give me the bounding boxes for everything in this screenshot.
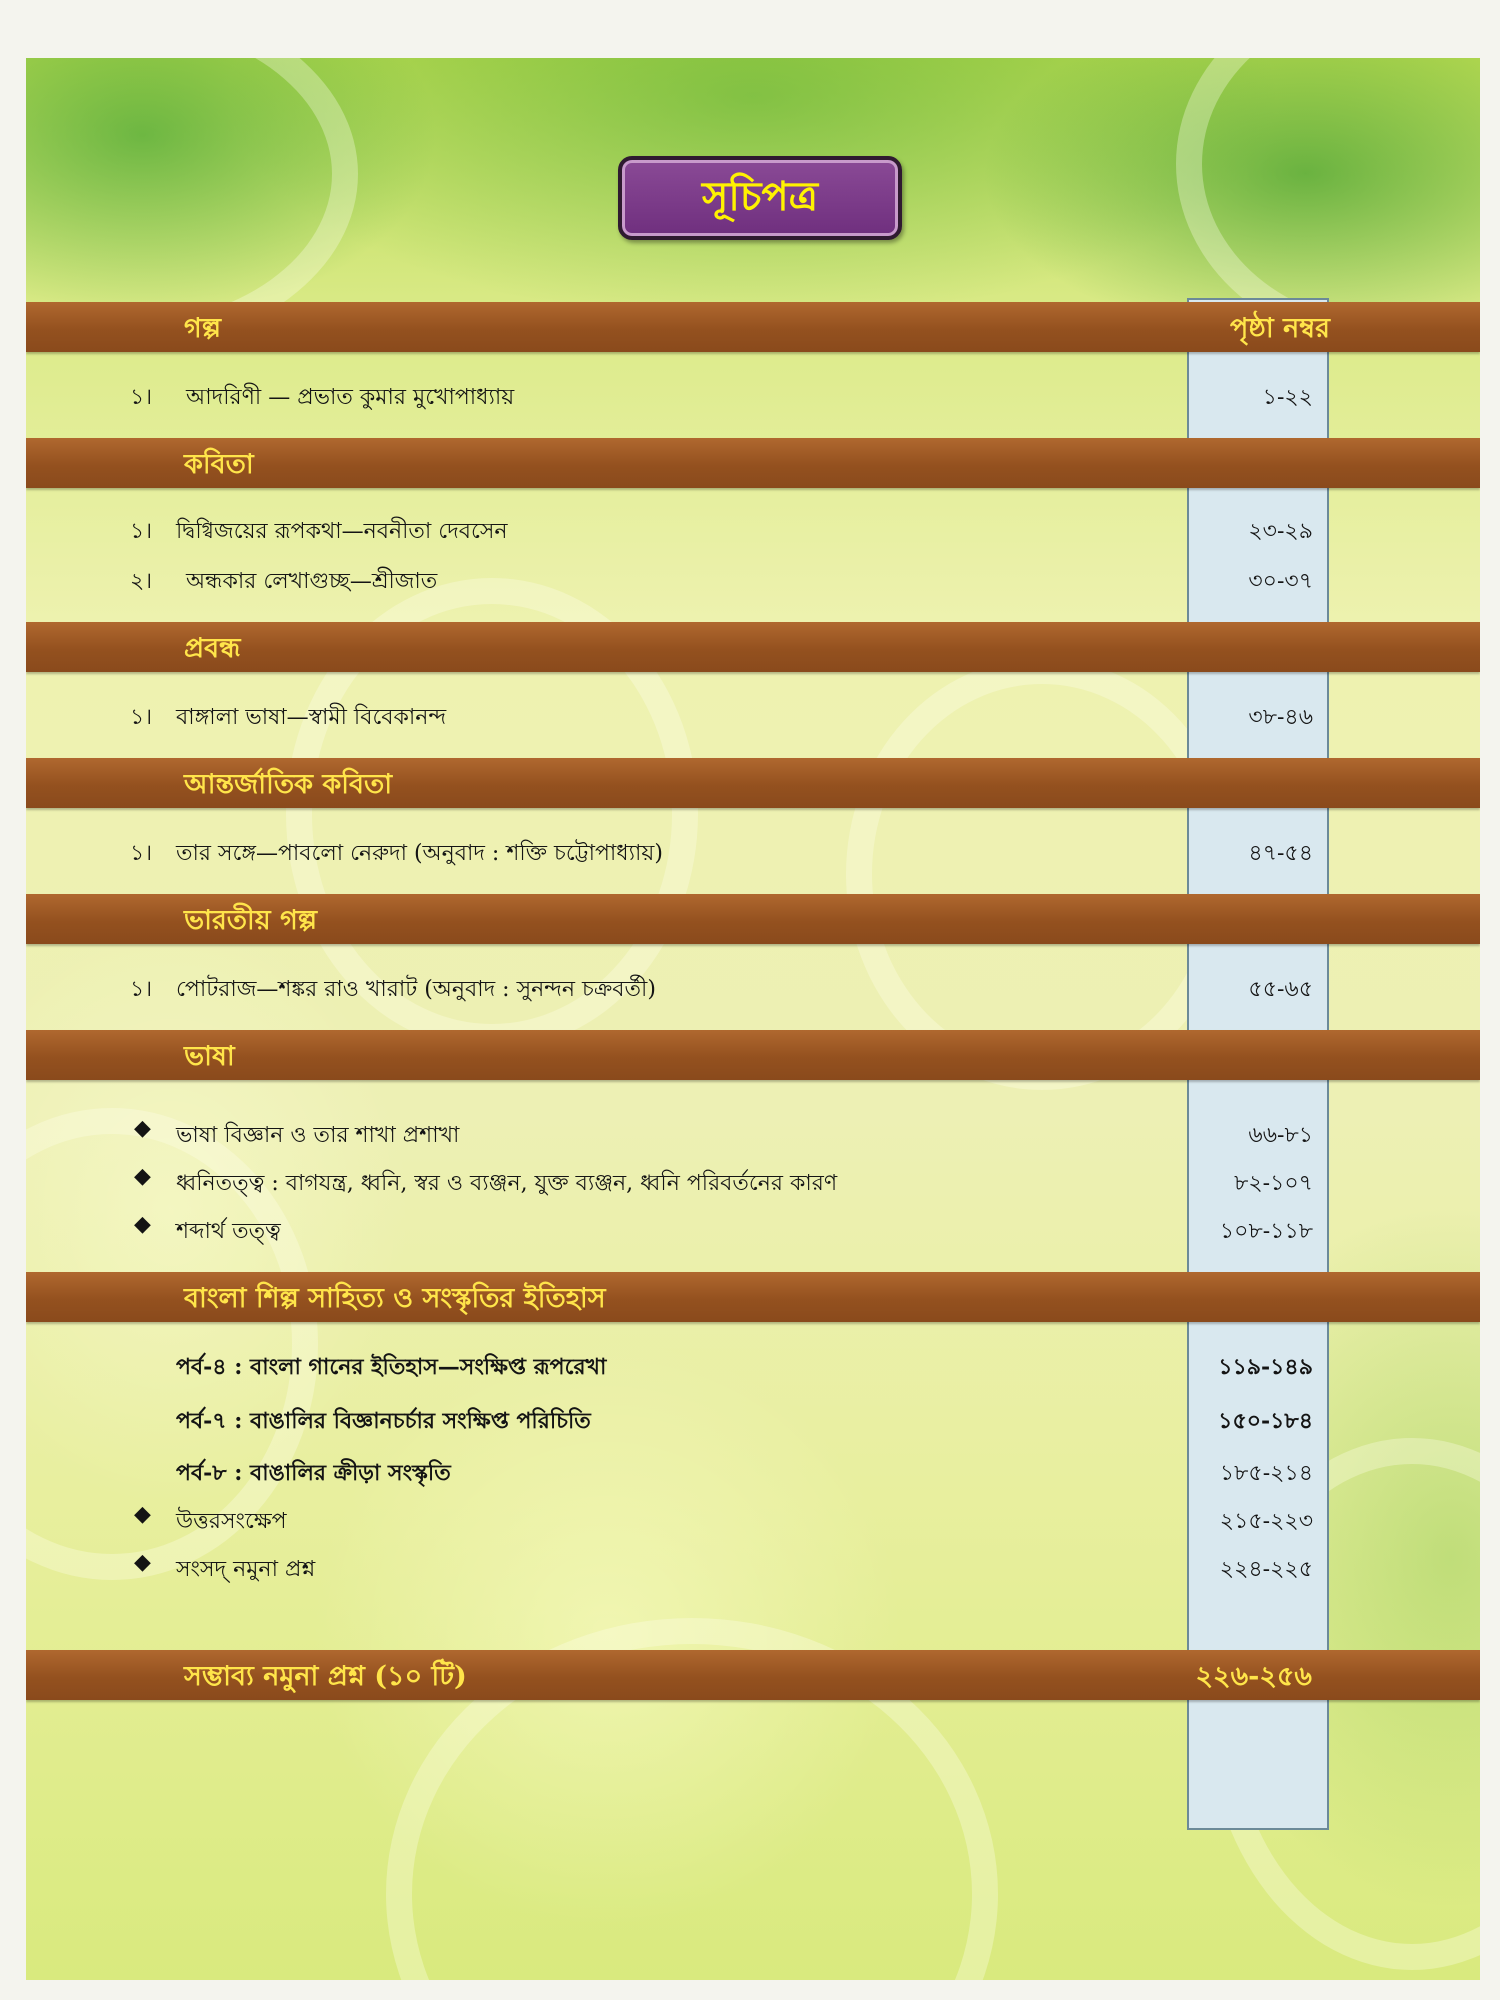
list-item (26, 556, 1480, 600)
section-header (26, 894, 1480, 944)
item-number: ১। (130, 841, 153, 866)
item-title: পর্ব-৮ : বাঙালির ক্রীড়া সংস্কৃতি (176, 1460, 451, 1486)
section-heading: ভাষা (184, 1041, 235, 1072)
item-pages: ১৫০-১৮৪ (1218, 1408, 1313, 1434)
list-item (26, 828, 1480, 872)
list-item (26, 1396, 1480, 1440)
diamond-bullet-icon: ◆ (134, 1550, 151, 1575)
item-title: শব্দার্থ তত্ত্ব (176, 1219, 281, 1244)
section-header (26, 302, 1480, 352)
page-column-header: পৃষ্ঠা নম্বর (1229, 313, 1330, 344)
item-pages: ২৩-২৯ (1248, 519, 1313, 544)
page-title: সূচিপত্র (702, 172, 818, 220)
item-pages: ২১৫-২২৩ (1219, 1509, 1313, 1534)
item-number: ১। (130, 977, 153, 1002)
item-number: ২। (130, 569, 153, 594)
item-pages: ১-২২ (1262, 385, 1313, 410)
item-title: পর্ব-৭ : বাঙালির বিজ্ঞানচর্চার সংক্ষিপ্ত পরিচিতি (176, 1408, 591, 1434)
final-section-heading: সম্ভাব্য নমুনা প্রশ্ন (১০ টি) (184, 1661, 467, 1692)
item-pages: ৫৫-৬৫ (1248, 977, 1313, 1002)
list-item (26, 1496, 1480, 1540)
diamond-bullet-icon: ◆ (134, 1164, 151, 1189)
diamond-bullet-icon: ◆ (134, 1502, 151, 1527)
section-header (26, 1272, 1480, 1322)
item-pages: ৬৬-৮১ (1248, 1123, 1313, 1148)
list-item (26, 692, 1480, 736)
item-title: তার সঙ্গে—পাবলো নেরুদা (অনুবাদ : শক্তি চট্টোপাধ্যায়) (176, 841, 663, 866)
section-header (26, 622, 1480, 672)
section-header (26, 438, 1480, 488)
diamond-bullet-icon: ◆ (134, 1212, 151, 1237)
section-heading: আন্তর্জাতিক কবিতা (184, 769, 393, 800)
item-pages: ৩০-৩৭ (1248, 569, 1313, 594)
item-title: পোটরাজ—শঙ্কর রাও খারাট (অনুবাদ : সুনন্দন চক্রবর্তী) (176, 977, 656, 1002)
list-item (26, 1110, 1480, 1154)
section-header (26, 758, 1480, 808)
list-item (26, 506, 1480, 550)
contents-page (26, 58, 1480, 1980)
item-number: ১। (130, 705, 153, 730)
item-title: অন্ধকার লেখাগুচ্ছ—শ্রীজাত (186, 569, 438, 594)
item-number: ১। (130, 385, 153, 410)
item-pages: ১১৯-১৪৯ (1218, 1354, 1313, 1380)
list-item (26, 1158, 1480, 1202)
section-heading: ভারতীয় গল্প (184, 905, 318, 936)
section-heading: কবিতা (184, 449, 254, 480)
item-title: উত্তরসংক্ষেপ (176, 1509, 287, 1534)
item-number: ১। (130, 519, 153, 544)
section-heading: প্রবন্ধ (184, 633, 241, 664)
item-pages: ১৮৫-২১৪ (1219, 1461, 1313, 1486)
list-item (26, 1448, 1480, 1492)
item-pages: ৮২-১০৭ (1234, 1171, 1313, 1196)
list-item (26, 1342, 1480, 1386)
item-title: আদরিণী — প্রভাত কুমার মুখোপাধ্যায় (186, 385, 515, 410)
diamond-bullet-icon: ◆ (134, 1116, 151, 1141)
item-title: ধ্বনিতত্ত্ব : বাগযন্ত্র, ধ্বনি, স্বর ও ব্যঞ্জন, যুক্ত ব্যঞ্জন, ধ্বনি পরিবর্তনের কারণ (176, 1171, 838, 1196)
list-item (26, 964, 1480, 1008)
final-section-pages: ২২৬-২৫৬ (1195, 1661, 1312, 1692)
item-title: বাঙ্গালা ভাষা—স্বামী বিবেকানন্দ (176, 705, 447, 730)
list-item (26, 1206, 1480, 1250)
section-heading: গল্প (184, 313, 221, 344)
item-pages: ২২৪-২২৫ (1219, 1557, 1313, 1582)
item-title: দ্বিগ্বিজয়ের রূপকথা—নবনীতা দেবসেন (176, 519, 508, 544)
item-title: সংসদ্ নমুনা প্রশ্ন (176, 1557, 316, 1582)
item-pages: ১০৮-১১৮ (1219, 1219, 1313, 1244)
title-badge (618, 156, 902, 240)
item-title: পর্ব-৪ : বাংলা গানের ইতিহাস—সংক্ষিপ্ত রূপরেখা (176, 1354, 607, 1380)
section-heading: বাংলা শিল্প সাহিত্য ও সংস্কৃতির ইতিহাস (184, 1283, 606, 1314)
final-section-header (26, 1650, 1480, 1700)
list-item (26, 1544, 1480, 1588)
list-item (26, 372, 1480, 416)
item-pages: ৪৭-৫৪ (1248, 841, 1313, 866)
item-title: ভাষা বিজ্ঞান ও তার শাখা প্রশাখা (176, 1123, 460, 1148)
section-header (26, 1030, 1480, 1080)
item-pages: ৩৮-৪৬ (1248, 705, 1313, 730)
